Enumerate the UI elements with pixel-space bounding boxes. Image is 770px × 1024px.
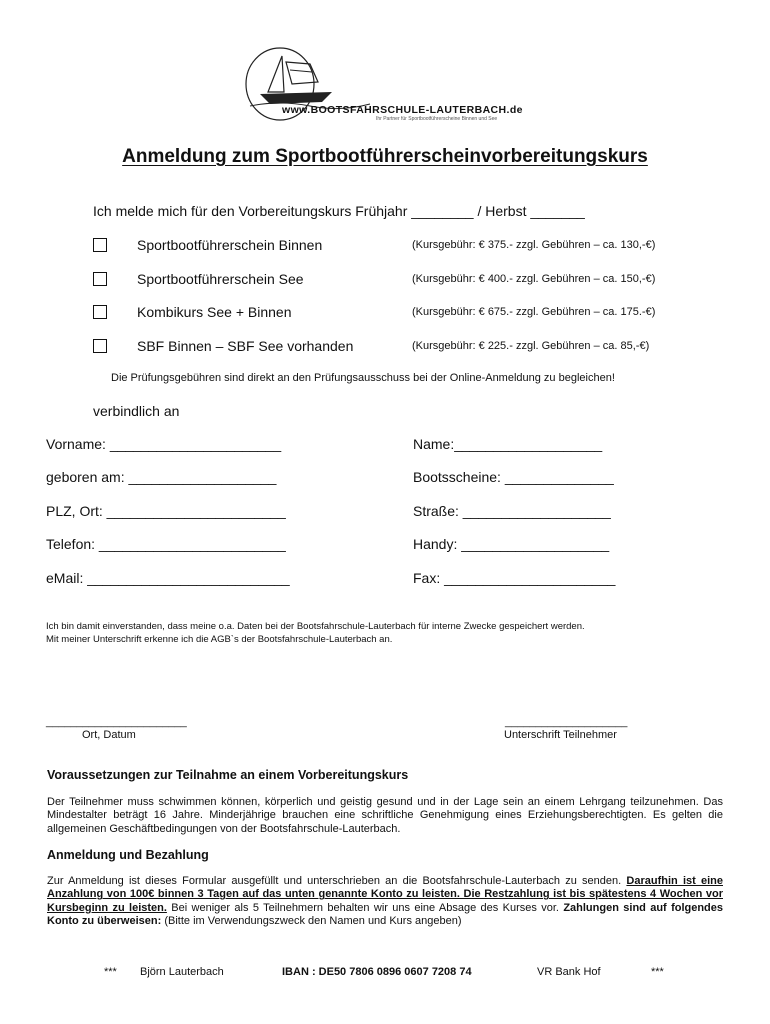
page-title: Anmeldung zum Sportbootführerscheinvorbereitungskurs [122, 146, 648, 167]
option-label: Sportbootführerschein Binnen [137, 237, 323, 253]
checkbox-see[interactable] [93, 272, 107, 286]
participant-signature-line[interactable]: ____________________ [505, 716, 628, 728]
payment-heading: Anmeldung und Bezahlung [47, 848, 209, 862]
payment-text-part1: Zur Anmeldung ist dieses Formular ausgefüllt und unterschrieben an die Bootsfahrschule-Lauterbach zu senden. [47, 875, 622, 887]
plz-ort-field[interactable]: PLZ, Ort: _______________________ [46, 503, 286, 519]
requirements-text: Der Teilnehmer muss schwimmen können, körperlich und geistig gesund und in der Lage sein an einem Lehrgang teilzunehmen. Das Mindestalter beträgt 16 Jahre. Minderjährige brauchen eine schriftliche Genehmigung eines Erziehungsberechtigten. Es gelten die allgemeinen Geschäftbedingungen von der Bootsfahrschule-Lauterbach. [47, 796, 723, 835]
payment-account-text: Zahlungen sind auf folgendes Konto zu überweisen: [47, 901, 724, 927]
option-label: SBF Binnen – SBF See vorhanden [137, 338, 354, 354]
strasse-field[interactable]: Straße: ___________________ [413, 503, 611, 519]
checkbox-kombi[interactable] [93, 305, 107, 319]
name-field[interactable]: Name:___________________ [413, 436, 603, 452]
payment-text-part3: Bei weniger als 5 Teilnehmern behalten wir uns eine Absage des Kurses vor. [171, 901, 559, 914]
footer-stars-right: *** [651, 966, 664, 978]
payment-text [47, 875, 723, 928]
binding-text: verbindlich an [93, 403, 180, 419]
vorname-field[interactable]: Vorname: ______________________ [46, 436, 282, 452]
option-fee: (Kursgebühr: € 225.- zzgl. Gebühren – ca. 85,-€) [412, 340, 650, 352]
option-fee: (Kursgebühr: € 675.- zzgl. Gebühren – ca. 175.-€) [412, 306, 656, 318]
consent-line-1: Ich bin damit einverstanden, dass meine o.a. Daten bei der Bootsfahrschule-Lauterbach für interne Zwecke gespeichert werden. [46, 621, 585, 632]
payment-deadline-text: Daraufhin ist eine Anzahlung von 100€ binnen 3 Tagen auf das unten genannte Konto zu leisten. Die Restzahlung ist bis spätestens 4 Wochen vor Kursbeginn zu leisten. [47, 875, 723, 914]
registration-line: Ich melde mich für den Vorbereitungskurs Frühjahr ________ / Herbst _______ [93, 203, 585, 219]
consent-line-2: Mit meiner Unterschrift erkenne ich die AGB`s der Bootsfahrschule-Lauterbach an. [46, 634, 393, 645]
payment-text-part5: (Bitte im Verwendungszweck den Namen und Kurs angeben) [164, 914, 462, 927]
birthdate-field[interactable]: geboren am: ___________________ [46, 469, 277, 485]
option-label: Sportbootführerschein See [137, 271, 304, 287]
date-label: Ort, Datum [82, 729, 136, 741]
logo-subtext: Ihr Partner für Sportbootführerscheine Binnen und See [376, 116, 498, 122]
email-field[interactable]: eMail: __________________________ [46, 570, 290, 586]
footer-name: Björn Lauterbach [140, 966, 224, 978]
checkbox-binnen[interactable] [93, 238, 107, 252]
bootsscheine-field[interactable]: Bootsscheine: ______________ [413, 469, 614, 485]
footer-bank: VR Bank Hof [537, 966, 601, 978]
exam-note: Die Prüfungsgebühren sind direkt an den Prüfungsausschuss bei der Online-Anmeldung zu begleichen! [111, 372, 615, 384]
footer-stars-left: *** [104, 966, 117, 978]
logo-text: www.BOOTSFAHRSCHULE-LAUTERBACH.de [282, 104, 523, 116]
handy-field[interactable]: Handy: ___________________ [413, 536, 610, 552]
telefon-field[interactable]: Telefon: ________________________ [46, 536, 286, 552]
option-label: Kombikurs See + Binnen [137, 304, 292, 320]
checkbox-sbf-vorhanden[interactable] [93, 339, 107, 353]
fax-field[interactable]: Fax: ______________________ [413, 570, 616, 586]
footer-iban: IBAN : DE50 7806 0896 0607 7208 74 [282, 966, 472, 978]
date-signature-line[interactable]: _______________________ [46, 716, 187, 728]
requirements-heading: Voraussetzungen zur Teilnahme an einem Vorbereitungskurs [47, 768, 409, 782]
signature-label: Unterschrift Teilnehmer [504, 729, 617, 741]
option-fee: (Kursgebühr: € 400.- zzgl. Gebühren – ca. 150,-€) [412, 273, 656, 285]
option-fee: (Kursgebühr: € 375.- zzgl. Gebühren – ca. 130,-€) [412, 239, 656, 251]
